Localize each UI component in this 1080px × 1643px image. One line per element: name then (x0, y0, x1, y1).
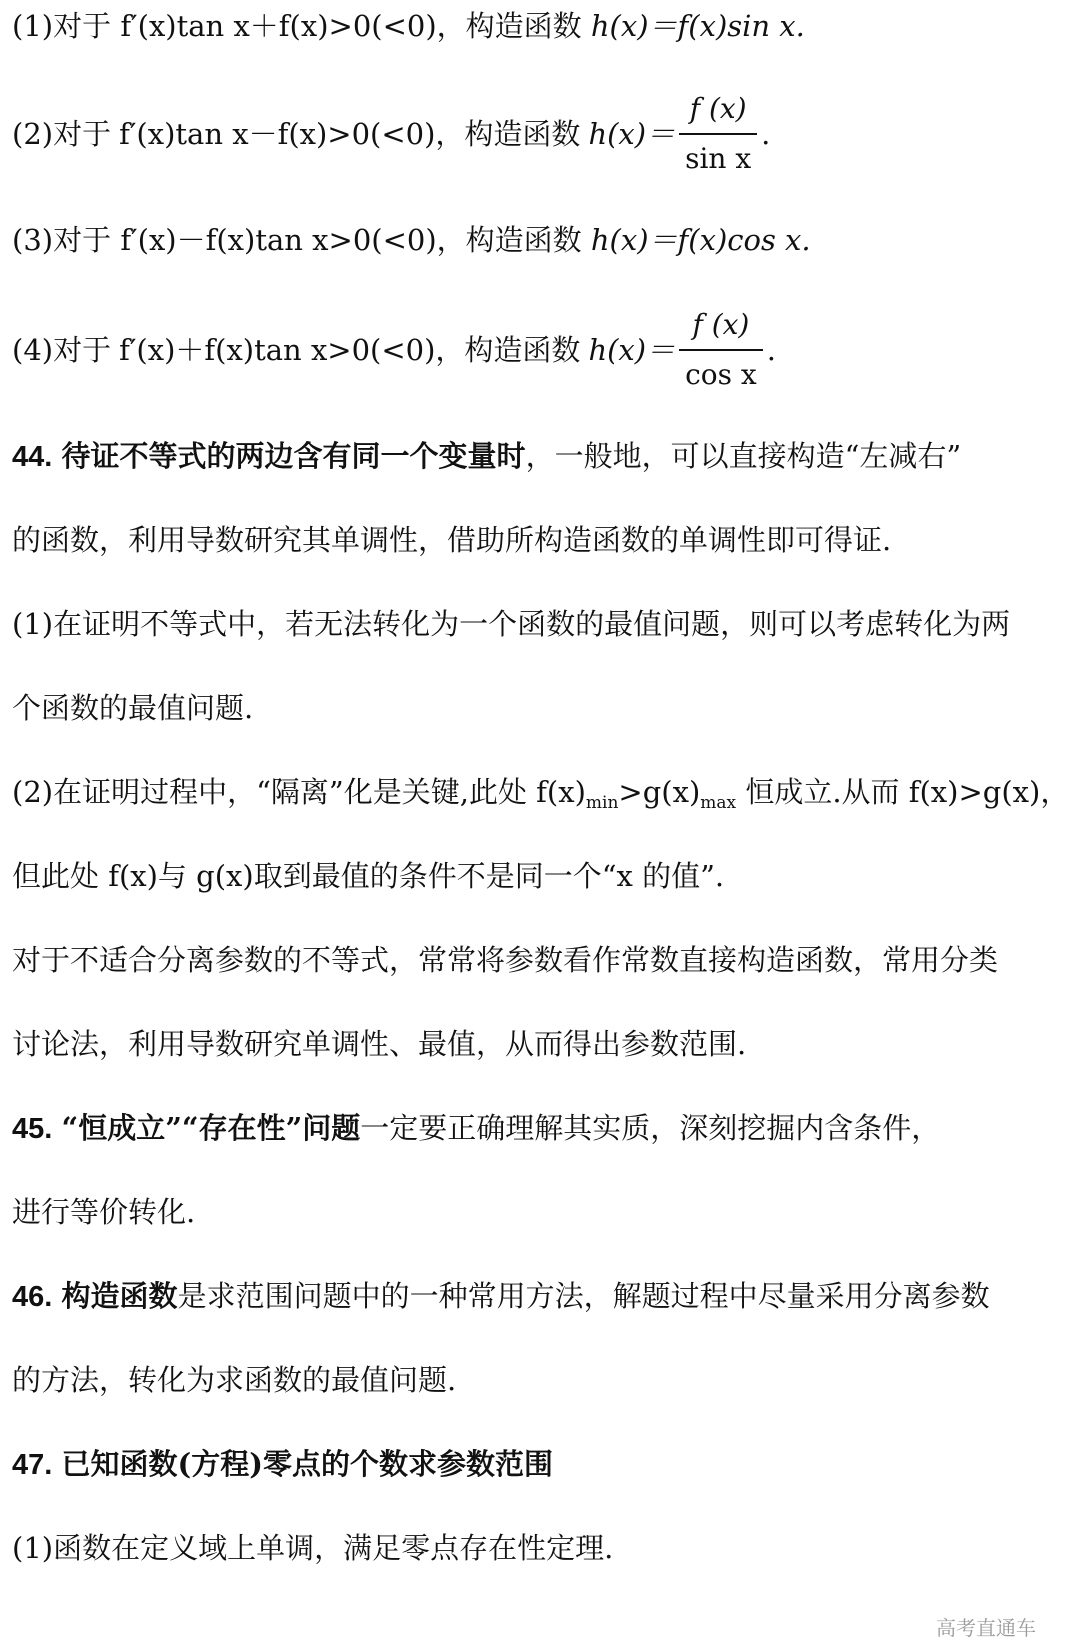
fraction (679, 91, 757, 177)
section-text: 一定要正确理解其实质，深刻挖掘内含条件， (360, 1111, 941, 1145)
section-46-line-2: 的方法，转化为求函数的最值问题. (12, 1363, 457, 1397)
para-text: 恒成立.从而 f(x)>g(x)， (736, 775, 1070, 809)
fraction-denominator: cos x (685, 358, 757, 391)
formula-item-2 (12, 92, 1060, 175)
section-text: ，一般地，可以直接构造“左减右” (525, 439, 962, 473)
watermark: 高考直通车 (936, 1616, 1036, 1640)
formula-item-3 (12, 220, 1060, 260)
section-44-para-2-line-1 (12, 772, 1070, 823)
formula-label: (3)对于 (12, 223, 112, 257)
section-heading: “恒成立”“存在性”问题 (61, 1111, 361, 1145)
fraction-numerator: f (x) (689, 92, 747, 125)
section-number: 45. (12, 1113, 53, 1145)
formula-tail: . (766, 333, 776, 367)
formula-condition: f′(x)tan x＋f(x)>0(<0)，构造函数 (120, 9, 582, 43)
formula-condition: f′(x)tan x－f(x)>0(<0)，构造函数 (119, 117, 581, 151)
formula-item-1 (12, 6, 1060, 46)
formula-tail: . (761, 117, 771, 151)
section-text: 是求范围问题中的一种常用方法，解题过程中尽量采用分离参数 (177, 1279, 990, 1313)
section-47-para-1: (1)函数在定义域上单调，满足零点存在性定理. (12, 1531, 614, 1565)
formula-label: (1)对于 (12, 9, 112, 43)
section-45-line-1 (12, 1108, 1060, 1149)
section-44-para-2-line-2: 但此处 f(x)与 g(x)取到最值的条件不是同一个“x 的值”. (12, 859, 725, 893)
section-heading: 待证不等式的两边含有同一个变量时 (61, 439, 526, 473)
section-number: 47. (12, 1449, 53, 1481)
section-44-para-1-line-2: 个函数的最值问题. (12, 691, 254, 725)
section-44-line-2: 的函数，利用导数研究其单调性，借助所构造函数的单调性即可得证. (12, 523, 892, 557)
section-47-heading-line (12, 1444, 1060, 1485)
fraction-denominator: sin x (685, 142, 752, 175)
formula-item-4 (12, 308, 1060, 391)
fraction-numerator: f (x) (692, 308, 750, 341)
section-number: 46. (12, 1281, 53, 1313)
formula-result: h(x)＝f(x)sin x. (590, 9, 805, 43)
formula-lhs: h(x)＝ (588, 333, 676, 367)
section-45-line-2: 进行等价转化. (12, 1195, 196, 1229)
section-44-line-1 (12, 436, 1060, 477)
subscript-min: min (585, 793, 619, 813)
section-number: 44. (12, 441, 53, 473)
section-44-para-3-line-1: 对于不适合分离参数的不等式，常常将参数看作常数直接构造函数，常用分类 (12, 943, 999, 977)
formula-lhs: h(x)＝ (588, 117, 676, 151)
subscript-max: max (700, 793, 737, 813)
formula-label: (4)对于 (12, 333, 112, 367)
formula-condition: f′(x)－f(x)tan x>0(<0)，构造函数 (120, 223, 582, 257)
para-text: >g(x) (618, 775, 701, 809)
formula-condition: f′(x)＋f(x)tan x>0(<0)，构造函数 (119, 333, 581, 367)
para-text: (2)在证明过程中，“隔离”化是关键,此处 f(x) (12, 775, 586, 809)
section-46-line-1 (12, 1276, 1060, 1317)
section-44-para-1-line-1: (1)在证明不等式中，若无法转化为一个函数的最值问题，则可以考虑转化为两 (12, 607, 1011, 641)
formula-label: (2)对于 (12, 117, 112, 151)
formula-result: h(x)＝f(x)cos x. (590, 223, 811, 257)
section-heading: 构造函数 (61, 1279, 178, 1313)
section-44-para-3-line-2: 讨论法，利用导数研究单调性、最值，从而得出参数范围. (12, 1027, 747, 1061)
section-heading: 已知函数(方程)零点的个数求参数范围 (61, 1447, 553, 1481)
fraction (679, 307, 763, 393)
